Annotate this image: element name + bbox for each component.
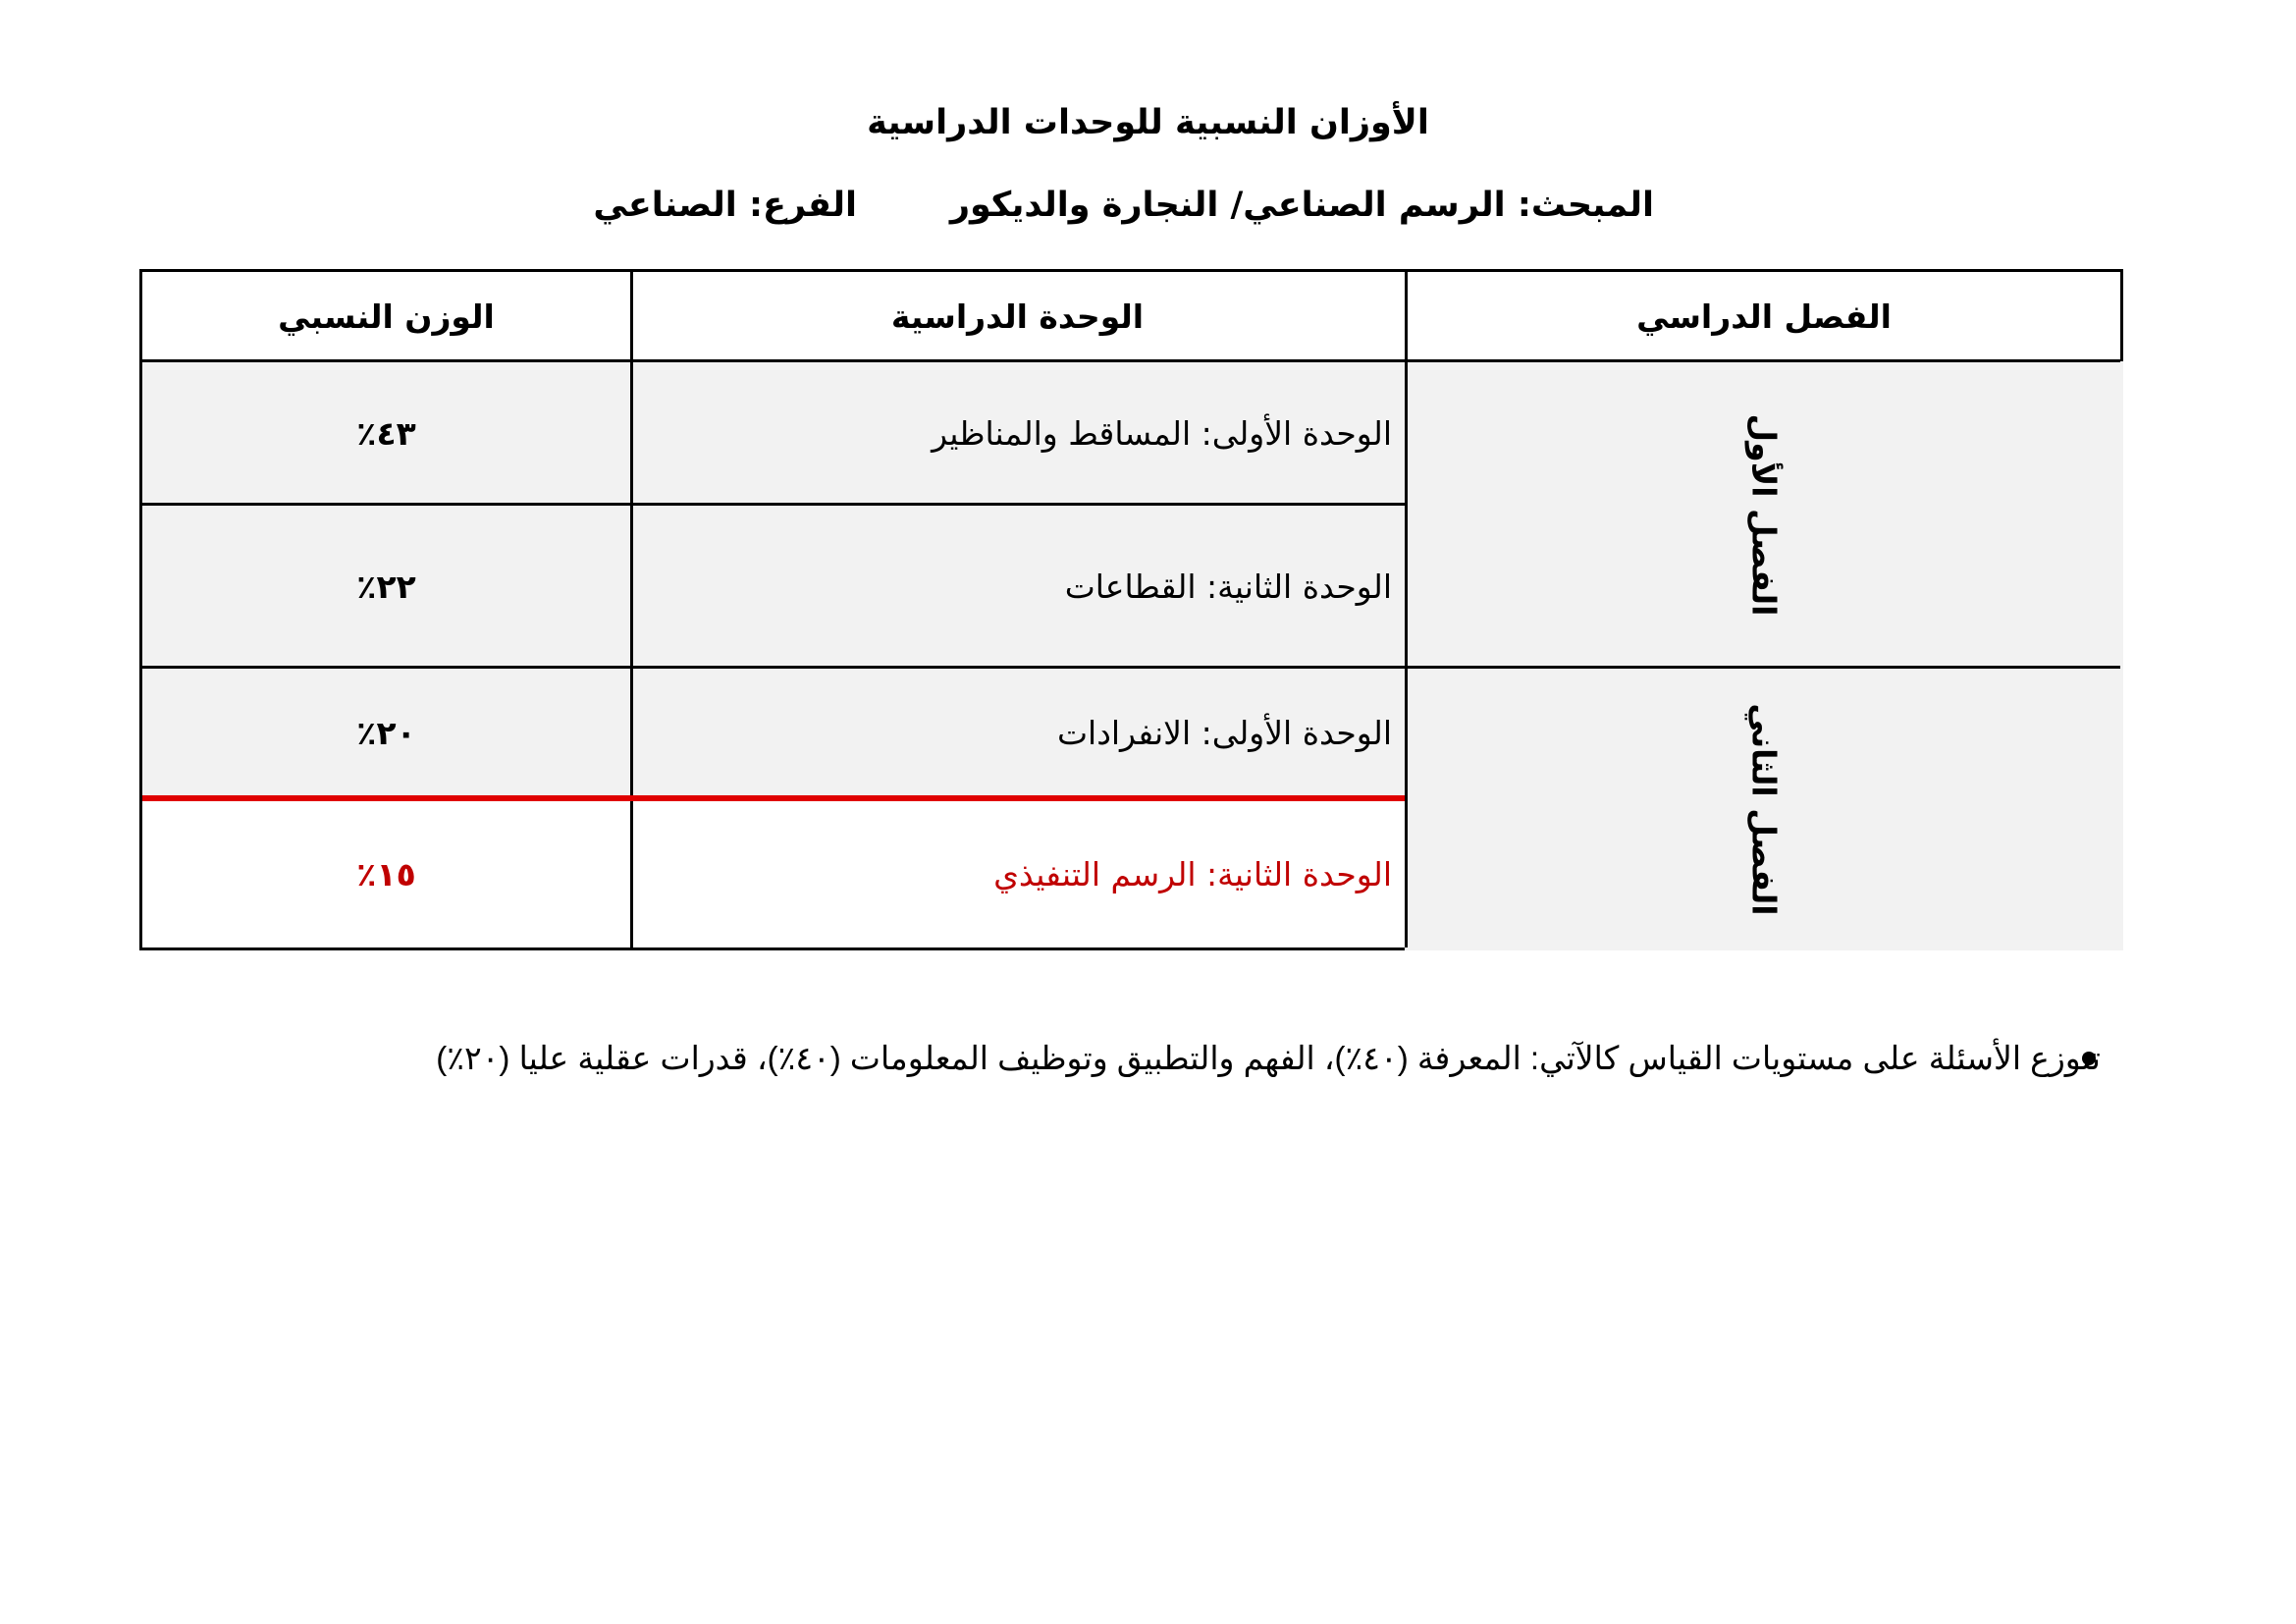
unit-cell: الوحدة الأولى: المساقط والمناظير [630,361,1405,505]
column-divider [630,272,633,947]
unit-cell: الوحدة الأولى: الانفرادات [630,668,1405,797]
header-weight: الوزن النسبي [278,298,495,336]
note-text: تتوزع الأسئلة على مستويات القياس كالآتي: المعرفة (٤٠٪)، الفهم والتطبيق وتوظيف المعلومات (٤٠٪)، قدرات عقلية عليا (٢٠٪) [436,1040,2101,1076]
semester-2-label: الفصل الثاني [1744,702,1784,916]
row-divider [142,666,2120,669]
semester-2-cell [1405,668,2123,950]
header-unit: الوحدة الدراسية [890,298,1145,336]
weight-cell: ٤٣٪ [142,361,630,505]
column-divider [1405,272,1408,947]
page-title: الأوزان النسبية للوحدات الدراسية [867,103,1429,142]
row-divider [142,503,1405,506]
weight-cell: ٢٠٪ [142,668,630,797]
row-divider [142,359,2120,362]
weights-table [139,269,2123,950]
weight-cell: ٢٢٪ [142,505,630,668]
header-semester: الفصل الدراسي [1636,298,1892,336]
weight-cell-highlighted: ١٥٪ [356,854,416,893]
subject-line: المبحث: الرسم الصناعي/ النجارة والديكور [949,186,1654,225]
unit-cell: الوحدة الثانية: القطاعات [630,505,1405,668]
branch-line: الفرع: الصناعي [593,186,857,225]
highlight-row-divider [142,795,1405,801]
semester-1-label: الفصل الأول [1744,413,1784,616]
unit-cell-highlighted: الوحدة الثانية: الرسم التنفيذي [993,854,1392,893]
semester-1-cell [1405,361,2123,668]
